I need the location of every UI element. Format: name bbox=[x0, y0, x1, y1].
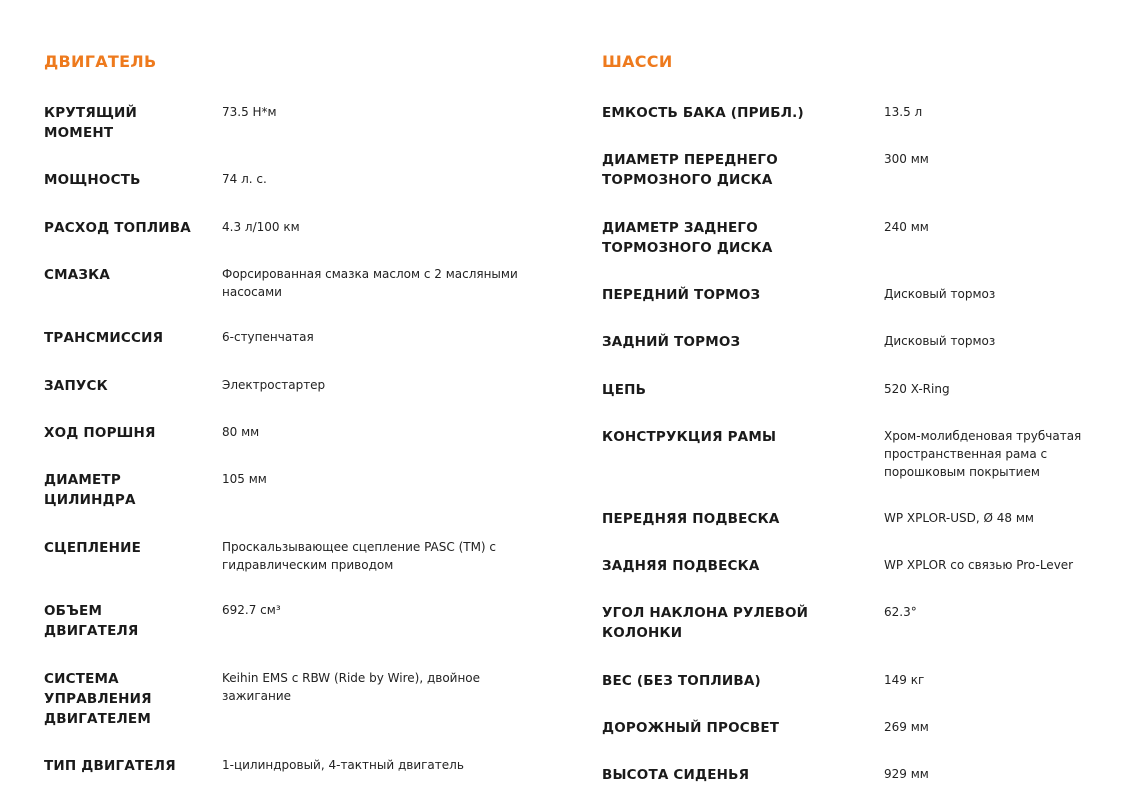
spec-label: ПЕРЕДНЯЯ ПОДВЕСКА bbox=[602, 511, 780, 527]
spec-label: КРУТЯЩИЙ МОМЕНТ bbox=[44, 105, 138, 141]
spec-label: ПЕРЕДНИЙ ТОРМОЗ bbox=[602, 287, 761, 303]
spec-label: ОБЪЕМ ДВИГАТЕЛЯ bbox=[44, 603, 139, 639]
spec-label: УГОЛ НАКЛОНА РУЛЕВОЙ КОЛОНКИ bbox=[602, 605, 809, 641]
spec-value: 269 мм bbox=[884, 720, 929, 734]
spec-label: МОЩНОСТЬ bbox=[44, 172, 141, 188]
chassis-section-title: ШАССИ bbox=[602, 52, 673, 71]
engine-section-title: ДВИГАТЕЛЬ bbox=[44, 52, 157, 71]
spec-value: WP XPLOR-USD, Ø 48 мм bbox=[884, 511, 1034, 525]
spec-label: ЕМКОСТЬ БАКА (ПРИБЛ.) bbox=[602, 105, 804, 121]
spec-label: КОНСТРУКЦИЯ РАМЫ bbox=[602, 429, 777, 445]
spec-label: ВЕС (БЕЗ ТОПЛИВА) bbox=[602, 673, 761, 689]
spec-label: ДОРОЖНЫЙ ПРОСВЕТ bbox=[602, 720, 780, 736]
spec-value: 1-цилиндровый, 4-тактный двигатель bbox=[222, 758, 464, 772]
spec-value: Keihin EMS с RBW (Ride by Wire), двойное зажигание bbox=[222, 671, 481, 703]
spec-label: ЦЕПЬ bbox=[602, 382, 647, 398]
spec-value: 240 мм bbox=[884, 220, 929, 234]
spec-value: 74 л. с. bbox=[222, 172, 267, 186]
spec-label: ХОД ПОРШНЯ bbox=[44, 425, 156, 441]
spec-label: ДИАМЕТР ПЕРЕДНЕГО ТОРМОЗНОГО ДИСКА bbox=[602, 152, 778, 188]
spec-value: 6-ступенчатая bbox=[222, 330, 314, 344]
spec-value: Форсированная смазка маслом с 2 масляными насосами bbox=[222, 267, 518, 299]
spec-value: 80 мм bbox=[222, 425, 260, 439]
spec-value: 300 мм bbox=[884, 152, 929, 166]
spec-label: СИСТЕМА УПРАВЛЕНИЯ ДВИГАТЕЛЕМ bbox=[44, 671, 152, 727]
spec-value: Электростартер bbox=[222, 378, 326, 392]
spec-value: 149 кг bbox=[884, 673, 925, 687]
spec-label: ТИП ДВИГАТЕЛЯ bbox=[44, 758, 176, 774]
spec-value: 520 X-Ring bbox=[884, 382, 950, 396]
spec-label: ЗАПУСК bbox=[44, 378, 108, 394]
spec-value: 13.5 л bbox=[884, 105, 923, 119]
spec-label: ВЫСОТА СИДЕНЬЯ bbox=[602, 767, 750, 783]
spec-value: 73.5 Н*м bbox=[222, 105, 277, 119]
spec-label: ЗАДНЯЯ ПОДВЕСКА bbox=[602, 558, 760, 574]
spec-value: 62.3° bbox=[884, 605, 917, 619]
spec-label: СМАЗКА bbox=[44, 267, 111, 283]
spec-value: Дисковый тормоз bbox=[884, 334, 996, 348]
spec-label: СЦЕПЛЕНИЕ bbox=[44, 540, 142, 556]
spec-label: ДИАМЕТР ЗАДНЕГО ТОРМОЗНОГО ДИСКА bbox=[602, 220, 773, 256]
spec-value: Проскальзывающее сцепление PASC (TM) с гидравлическим приводом bbox=[222, 540, 497, 572]
spec-label: ЗАДНИЙ ТОРМОЗ bbox=[602, 334, 741, 350]
spec-value: Хром-молибденовая трубчатая пространственная рама с порошковым покрытием bbox=[884, 429, 1082, 479]
spec-value: 929 мм bbox=[884, 767, 929, 781]
spec-value: 692.7 см³ bbox=[222, 603, 281, 617]
spec-value: 4.3 л/100 км bbox=[222, 220, 300, 234]
spec-label: ДИАМЕТР ЦИЛИНДРА bbox=[44, 472, 136, 508]
spec-label: РАСХОД ТОПЛИВА bbox=[44, 220, 191, 236]
spec-label: ТРАНСМИССИЯ bbox=[44, 330, 164, 346]
spec-value: Дисковый тормоз bbox=[884, 287, 996, 301]
spec-value: 105 мм bbox=[222, 472, 267, 486]
spec-value: WP XPLOR со связью Pro-Lever bbox=[884, 558, 1074, 572]
